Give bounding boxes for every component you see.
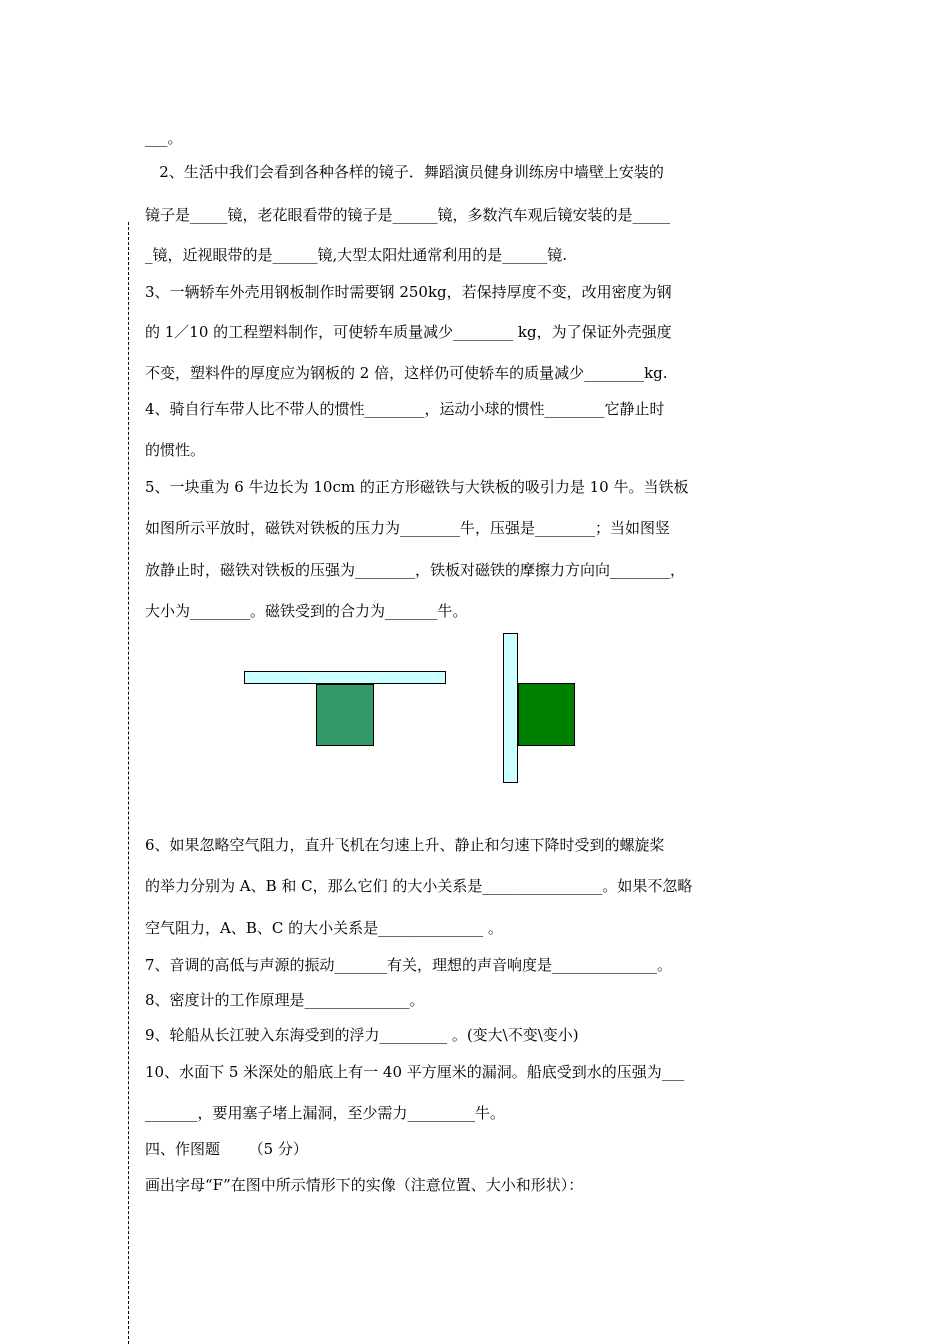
magnet-iron-plate-figure bbox=[230, 628, 590, 792]
text-line: 3、一辆轿车外壳用钢板制作时需要钢 250kg，若保持厚度不变，改用密度为钢 bbox=[145, 283, 672, 301]
text-line: 的惯性。 bbox=[145, 441, 206, 459]
text-line: 大小为________。磁铁受到的合力为_______牛。 bbox=[145, 602, 468, 620]
text-line: 的 1／10 的工程塑料制作，可使轿车质量减少________ kg，为了保证外壳强度 bbox=[145, 323, 672, 341]
text-line: 8、密度计的工作原理是______________。 bbox=[145, 991, 425, 1009]
text-line: 空气阻力，A、B、C 的大小关系是______________ 。 bbox=[145, 919, 503, 937]
text-line: ___。 bbox=[145, 129, 183, 147]
text-line: 4、骑自行车带人比不带人的惯性________，运动小球的惯性________它静止时 bbox=[145, 400, 665, 418]
iron-plate-horizontal bbox=[244, 671, 446, 684]
binding-margin-dashed-line bbox=[128, 222, 129, 1344]
text-line: 画出字母“F”在图中所示情形下的实像（注意位置、大小和形状）： bbox=[145, 1176, 584, 1194]
text-line: 2、生活中我们会看到各种各样的镜子．舞蹈演员健身训练房中墙壁上安装的 bbox=[145, 163, 664, 181]
text-line: 不变，塑料件的厚度应为钢板的 2 倍，这样仍可使轿车的质量减少________kg. bbox=[145, 364, 668, 382]
text-line: _______，要用塞子堵上漏洞，至少需力_________牛。 bbox=[145, 1104, 506, 1122]
text-line: 10、水面下 5 米深处的船底上有一 40 平方厘米的漏洞。船底受到水的压强为___ bbox=[145, 1063, 685, 1081]
text-line: 镜子是_____镜，老花眼看带的镜子是______镜，多数汽车观后镜安装的是_____ bbox=[145, 206, 671, 224]
text-line: 9、轮船从长江驶入东海受到的浮力_________ 。(变大\不变\变小) bbox=[145, 1026, 579, 1044]
section-heading: 四、作图题 （5 分） bbox=[145, 1140, 308, 1158]
text-line: _镜，近视眼带的是______镜,大型太阳灶通常利用的是______镜. bbox=[145, 246, 568, 264]
magnet-under-horizontal-plate bbox=[316, 684, 374, 746]
text-line: 放静止时，磁铁对铁板的压强为________，铁板对磁铁的摩擦力方向向________， bbox=[145, 561, 686, 579]
text-line: 7、音调的高低与声源的振动_______有关，理想的声音响度是______________。 bbox=[145, 956, 673, 974]
text-line: 5、一块重为 6 牛边长为 10cm 的正方形磁铁与大铁板的吸引力是 10 牛。当铁板 bbox=[145, 478, 689, 496]
iron-plate-vertical bbox=[503, 633, 518, 783]
text-line: 的举力分别为 A、B 和 C，那么它们 的大小关系是________________。如果不忽略 bbox=[145, 877, 693, 895]
text-line: 6、如果忽略空气阻力，直升飞机在匀速上升、静止和匀速下降时受到的螺旋桨 bbox=[145, 836, 665, 854]
text-line: 如图所示平放时，磁铁对铁板的压力为________牛，压强是________；当如图竖 bbox=[145, 519, 671, 537]
magnet-beside-vertical-plate bbox=[518, 683, 575, 746]
